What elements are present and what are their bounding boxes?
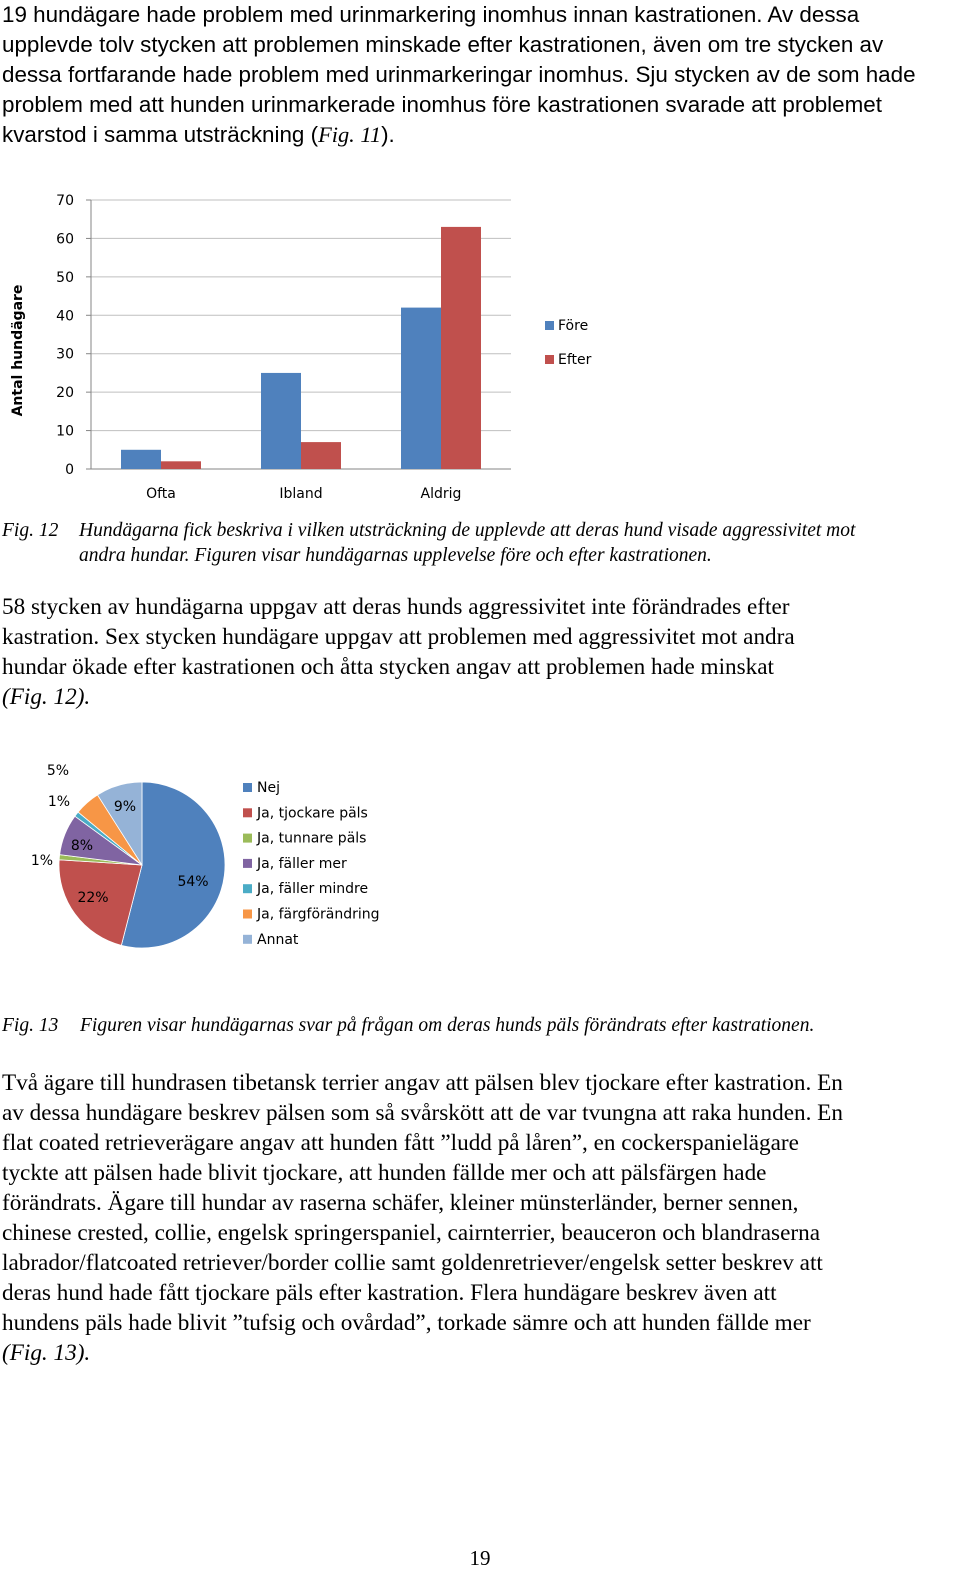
text-line: chinese crested, collie, engelsk springerspaniel, cairnterrier, beauceron och blandraserna xyxy=(2,1220,820,1246)
text-line: kastration. Sex stycken hundägare uppgav att problemen med aggressivitet mot andra xyxy=(2,624,795,650)
x-tick-label: Ibland xyxy=(279,486,323,502)
figure-13-caption xyxy=(2,1013,958,1039)
bar-före-aldrig xyxy=(401,308,441,469)
text-segment: ). xyxy=(381,122,395,147)
caption-line: andra hundar. Figuren visar hundägarnas upplevelse före och efter kastrationen. xyxy=(79,545,712,566)
legend-label: Ja, tjockare päls xyxy=(257,805,368,822)
text-line: 19 hundägare hade problem med urinmarkering inomhus innan kastrationen. Av dessa xyxy=(2,2,860,27)
bar-före-ofta xyxy=(121,450,161,469)
figure-number: Fig. 13 xyxy=(2,1015,59,1036)
caption-line: Figuren visar hundägarnas svar på frågan om deras hunds päls förändrats efter kastrationen. xyxy=(80,1015,815,1036)
legend-swatch xyxy=(243,884,252,893)
y-tick-label: 40 xyxy=(56,308,74,325)
text-line: labrador/flatcoated retriever/border collie samt goldenretriever/engelsk setter beskrev att xyxy=(2,1250,823,1276)
legend-label: Ja, färgförändring xyxy=(257,906,380,923)
text-line: upplevde tolv stycken att problemen minskade efter kastrationen, även om tre stycken av xyxy=(2,32,884,57)
text-line xyxy=(2,682,958,712)
legend-swatch xyxy=(243,808,252,817)
figure-reference: (Fig. 12). xyxy=(2,684,91,710)
bar-efter-ibland xyxy=(301,442,341,469)
y-tick-label: 20 xyxy=(56,385,74,402)
aggression-bar-chart xyxy=(0,180,640,510)
legend-label: Efter xyxy=(558,352,592,368)
y-tick-label: 70 xyxy=(56,193,74,209)
text-line: problem med att hunden urinmarkerade inomhus före kastrationen svarade att problemet xyxy=(2,92,882,117)
caption-line: Hundägarna fick beskriva i vilken utsträckning de upplevde att deras hund visade aggressivitet mot xyxy=(79,520,856,541)
text-line: flat coated retrieverägare angav att hunden fått ”ludd på låren”, en cockerspanielägare xyxy=(2,1130,799,1156)
text-segment: kvarstod i samma utsträckning ( xyxy=(2,122,319,147)
y-tick-label: 50 xyxy=(56,269,74,286)
legend-swatch xyxy=(243,834,252,843)
legend-swatch xyxy=(243,935,252,944)
text-line: deras hund hade fått tjockare päls efter kastration. Flera hundägare beskrev även att xyxy=(2,1280,777,1306)
text-line xyxy=(2,1338,958,1368)
text-line: dessa fortfarande hade problem med urinmarkeringar inomhus. Sju stycken av de som hade xyxy=(2,62,916,87)
text-line: tyckte att pälsen hade blivit tjockare, att hunden fällde mer och att pälsfärgen hade xyxy=(2,1160,767,1186)
legend-swatch xyxy=(243,910,252,919)
figure-12-caption xyxy=(2,518,958,570)
text-line: hundar ökade efter kastrationen och åtta stycken angav att problemen hade minskat xyxy=(2,654,774,680)
page-number: 19 xyxy=(469,1546,491,1570)
y-tick-label: 0 xyxy=(65,462,74,478)
pie-value-label: 1% xyxy=(30,853,54,869)
legend-label: Nej xyxy=(257,780,280,796)
text-line: 58 stycken av hundägarna uppgav att deras hunds aggressivitet inte förändrades efter xyxy=(2,594,790,620)
figure-reference: (Fig. 13). xyxy=(2,1340,91,1366)
pie-value-label: 9% xyxy=(113,799,137,815)
paragraph-pals xyxy=(2,1068,958,1368)
y-axis-title: Antal hundägare xyxy=(10,284,26,417)
legend-label: Ja, fäller mer xyxy=(257,855,347,872)
pie-value-label: 22% xyxy=(77,890,109,906)
pie-value-label: 8% xyxy=(70,838,94,854)
y-tick-label: 10 xyxy=(56,423,74,440)
figure-number: Fig. 12 xyxy=(2,520,59,541)
legend-swatch xyxy=(243,783,252,792)
bar-efter-ofta xyxy=(161,461,201,469)
text-line xyxy=(2,120,958,150)
legend-swatch xyxy=(243,859,252,868)
y-tick-label: 30 xyxy=(56,346,74,363)
bar-efter-aldrig xyxy=(441,227,481,469)
text-line: Två ägare till hundrasen tibetansk terrier angav att pälsen blev tjockare efter kastration. En xyxy=(2,1070,843,1096)
pie-value-label: 1% xyxy=(47,794,71,810)
pie-value-label: 5% xyxy=(46,763,70,779)
paragraph-urinmarkering xyxy=(2,0,958,150)
legend-label: Annat xyxy=(257,931,299,948)
paragraph-aggressivitet xyxy=(2,592,958,712)
pie-value-label: 54% xyxy=(177,874,209,890)
x-tick-label: Aldrig xyxy=(420,486,462,502)
coat-change-pie-chart xyxy=(0,750,420,960)
legend-swatch xyxy=(545,321,554,330)
bar-före-ibland xyxy=(261,373,301,469)
legend-label: Ja, fäller mindre xyxy=(257,881,369,898)
legend-label: Ja, tunnare päls xyxy=(257,830,367,847)
figure-reference: Fig. 11 xyxy=(318,122,382,147)
y-tick-label: 60 xyxy=(56,231,74,248)
text-line: hundens päls hade blivit ”tufsig och ovårdad”, torkade sämre och att hunden fällde mer xyxy=(2,1310,811,1336)
legend-swatch xyxy=(545,355,554,364)
legend-label: Före xyxy=(558,318,589,334)
text-line: av dessa hundägare beskrev pälsen som så svårskött att de var tvungna att raka hunden. En xyxy=(2,1100,843,1126)
text-line: förändrats. Ägare till hundar av raserna schäfer, kleiner münsterländer, berner sennen, xyxy=(2,1190,799,1216)
x-tick-label: Ofta xyxy=(146,486,176,502)
